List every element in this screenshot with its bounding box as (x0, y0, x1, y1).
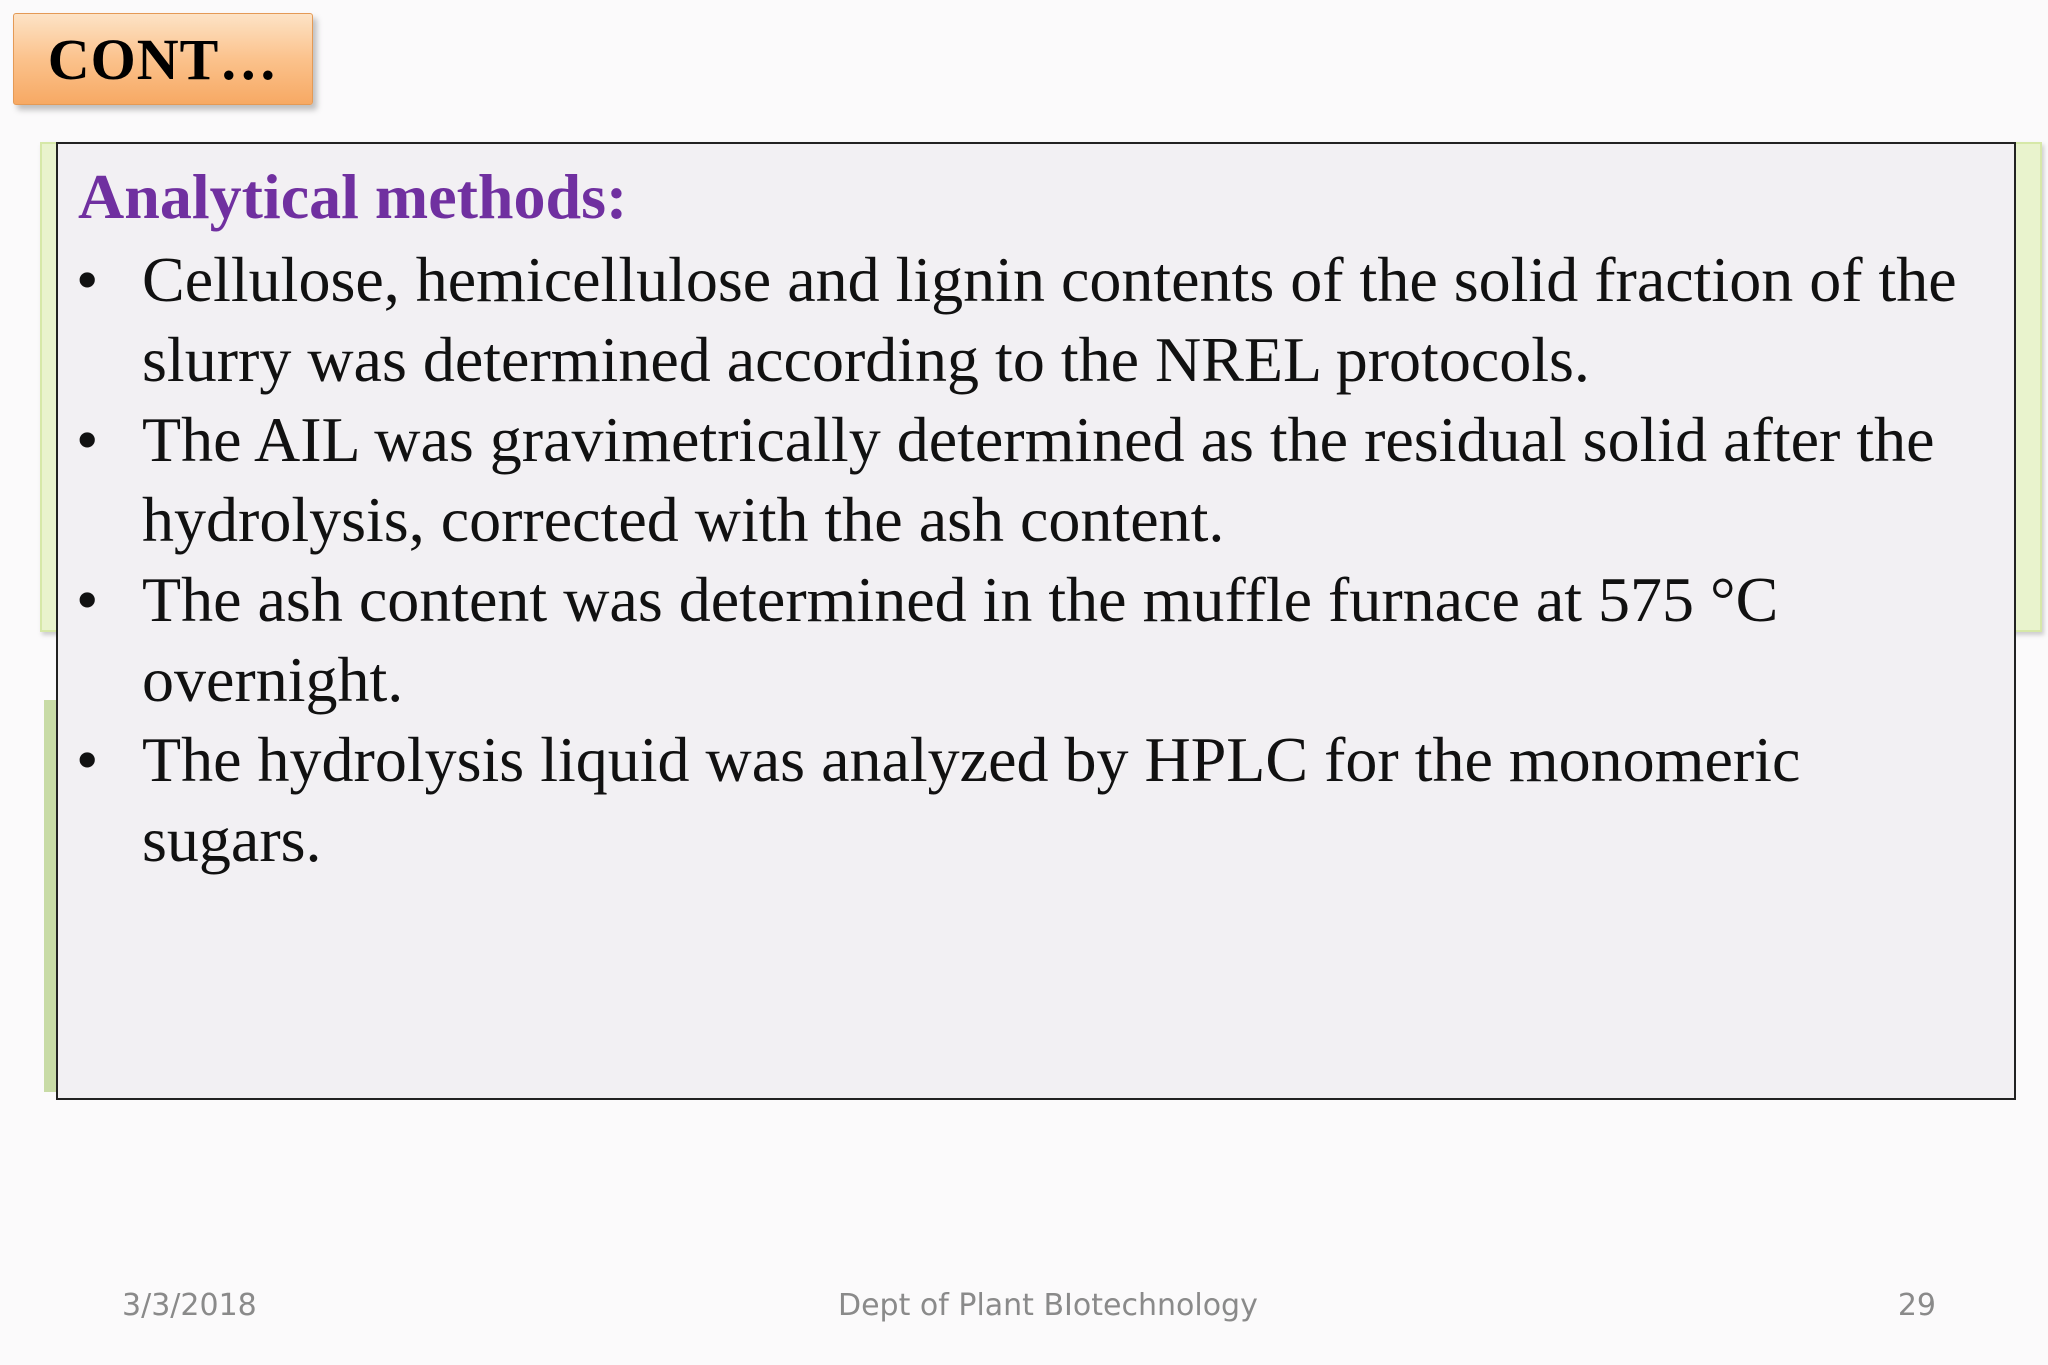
bullet-text: The hydrolysis liquid was analyzed by HPLC for the monomeric sugars. (142, 724, 1801, 875)
bullet-icon: • (76, 724, 99, 795)
bullet-icon: • (76, 404, 99, 475)
footer-page-number: 29 (1897, 1288, 1936, 1323)
bullet-text: Cellulose, hemicellulose and lignin contents of the solid fraction of the slurry was determined according to the NREL protocols. (142, 244, 1957, 395)
title-box (13, 13, 313, 105)
bullet-text: The AIL was gravimetrically determined as the residual solid after the hydrolysis, corrected with the ash content. (142, 404, 1935, 555)
slide-title: CONT… (47, 26, 279, 92)
list-item (58, 560, 1958, 720)
bullet-icon: • (76, 564, 99, 635)
section-heading: Analytical methods: (78, 161, 628, 232)
list-item (58, 240, 1958, 400)
bullet-icon: • (76, 244, 99, 315)
decorative-green-bar (44, 700, 56, 1092)
footer-department: Dept of Plant BIotechnology (838, 1288, 1258, 1323)
content-box (56, 142, 2016, 1100)
list-item (58, 400, 1958, 560)
list-item (58, 720, 1958, 880)
bullet-text: The ash content was determined in the muffle furnace at 575 °C overnight. (142, 564, 1779, 715)
footer-date: 3/3/2018 (122, 1288, 257, 1323)
bullet-list (58, 240, 1958, 880)
